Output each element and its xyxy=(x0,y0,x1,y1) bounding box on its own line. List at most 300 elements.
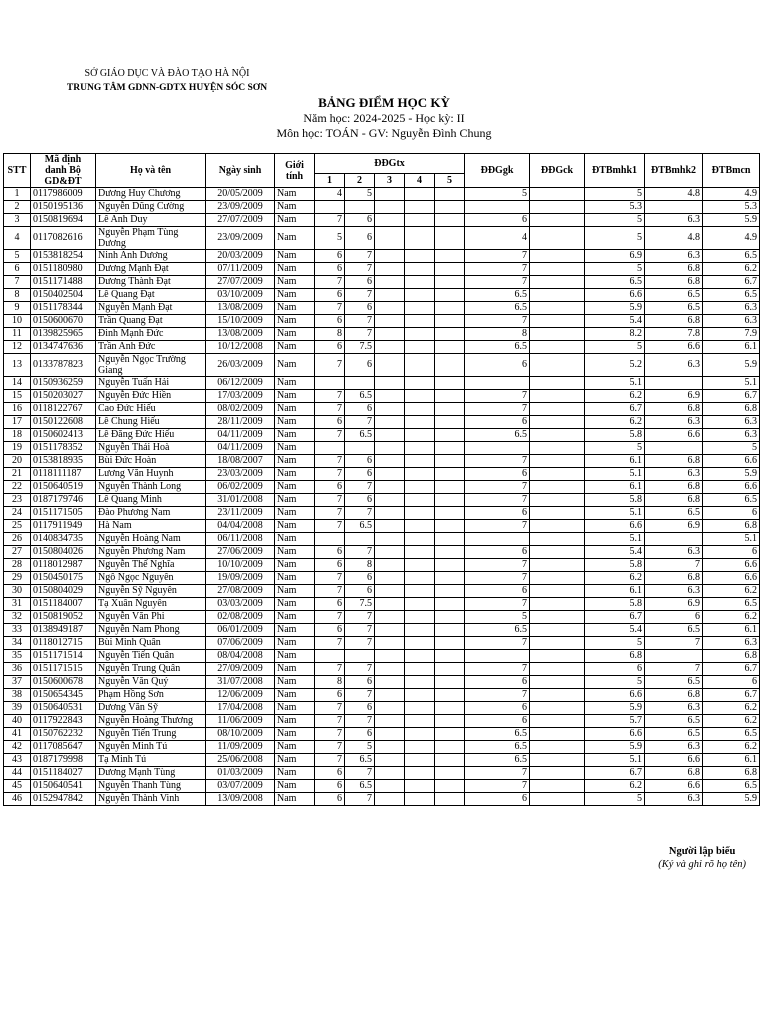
department-name: SỞ GIÁO DỤC VÀ ĐÀO TẠO HÀ NỘI xyxy=(84,68,250,79)
cell-full-name: Nguyễn Minh Tú xyxy=(96,741,206,754)
cell-ddgtx-5 xyxy=(435,416,465,429)
cell-ddgtx-4 xyxy=(405,455,435,468)
cell-ddgtx-1: 6 xyxy=(315,481,345,494)
cell-ddgtx-3 xyxy=(375,315,405,328)
cell-ddgtx-4 xyxy=(405,546,435,559)
cell-ddgtx-5 xyxy=(435,559,465,572)
cell-full-name: Lê Quang Đạt xyxy=(96,289,206,302)
cell-ddggk xyxy=(465,650,530,663)
cell-date-of-birth: 06/12/2009 xyxy=(206,377,275,390)
cell-full-name: Nguyễn Tuấn Hải xyxy=(96,377,206,390)
cell-ddgtx-2: 6 xyxy=(345,354,375,377)
cell-ddggk: 6 xyxy=(465,507,530,520)
cell-dtbmhk2: 6.8 xyxy=(645,263,703,276)
cell-ddgtx-2: 6.5 xyxy=(345,429,375,442)
cell-dtbmcn: 6.5 xyxy=(703,289,760,302)
table-row xyxy=(4,377,760,390)
table-row xyxy=(4,715,760,728)
cell-ddgtx-1 xyxy=(315,377,345,390)
cell-ddgtx-1: 6 xyxy=(315,341,345,354)
cell-ddgtx-4 xyxy=(405,780,435,793)
cell-stt: 18 xyxy=(4,429,31,442)
cell-ddgtx-2: 6 xyxy=(345,227,375,250)
cell-ddgtx-4 xyxy=(405,481,435,494)
cell-dtbmhk2: 6.3 xyxy=(645,546,703,559)
cell-full-name: Lê Chung Hiếu xyxy=(96,416,206,429)
cell-date-of-birth: 04/11/2009 xyxy=(206,442,275,455)
cell-dtbmcn: 6.6 xyxy=(703,455,760,468)
cell-ddgtx-2: 7 xyxy=(345,793,375,806)
cell-stt: 26 xyxy=(4,533,31,546)
cell-dtbmcn: 6 xyxy=(703,546,760,559)
cell-full-name: Lê Đăng Đức Hiếu xyxy=(96,429,206,442)
cell-ddgtx-5 xyxy=(435,263,465,276)
cell-date-of-birth: 06/02/2009 xyxy=(206,481,275,494)
cell-dtbmhk1: 5.8 xyxy=(585,494,645,507)
cell-stt: 35 xyxy=(4,650,31,663)
table-row xyxy=(4,481,760,494)
cell-stt: 5 xyxy=(4,250,31,263)
cell-gender: Nam xyxy=(275,780,315,793)
cell-ddgtx-2: 6 xyxy=(345,214,375,227)
table-row xyxy=(4,341,760,354)
cell-ddggk: 7 xyxy=(465,520,530,533)
cell-ddgtx-5 xyxy=(435,754,465,767)
cell-ddgck xyxy=(530,793,585,806)
cell-dtbmcn: 6.1 xyxy=(703,624,760,637)
cell-dtbmhk1: 5.1 xyxy=(585,533,645,546)
cell-ddgtx-2: 7 xyxy=(345,663,375,676)
cell-stt: 14 xyxy=(4,377,31,390)
cell-stt: 6 xyxy=(4,263,31,276)
grade-table-body xyxy=(4,188,760,806)
cell-ddgtx-5 xyxy=(435,728,465,741)
cell-date-of-birth: 12/06/2009 xyxy=(206,689,275,702)
table-row xyxy=(4,429,760,442)
cell-ddgtx-1: 6 xyxy=(315,780,345,793)
cell-dtbmhk1: 5 xyxy=(585,263,645,276)
cell-student-id: 0151180980 xyxy=(31,263,96,276)
cell-ddgtx-2: 7 xyxy=(345,624,375,637)
cell-ddgtx-5 xyxy=(435,250,465,263)
cell-ddgck xyxy=(530,315,585,328)
cell-dtbmcn: 6.7 xyxy=(703,276,760,289)
cell-ddgtx-3 xyxy=(375,214,405,227)
cell-ddgtx-5 xyxy=(435,214,465,227)
cell-dtbmcn: 6.1 xyxy=(703,341,760,354)
cell-dtbmhk2: 6.5 xyxy=(645,624,703,637)
cell-ddgtx-1: 6 xyxy=(315,315,345,328)
header-stt: STT xyxy=(4,154,31,188)
cell-gender: Nam xyxy=(275,263,315,276)
cell-ddgtx-2: 7 xyxy=(345,637,375,650)
header-ddgtx-3: 3 xyxy=(375,174,405,188)
cell-ddgtx-2 xyxy=(345,650,375,663)
cell-dtbmcn: 6.3 xyxy=(703,637,760,650)
cell-stt: 29 xyxy=(4,572,31,585)
cell-ddggk: 7 xyxy=(465,315,530,328)
cell-ddgtx-1: 8 xyxy=(315,676,345,689)
cell-dtbmhk2: 6.9 xyxy=(645,598,703,611)
cell-stt: 3 xyxy=(4,214,31,227)
table-row xyxy=(4,637,760,650)
cell-dtbmhk2: 6.9 xyxy=(645,520,703,533)
cell-ddgtx-5 xyxy=(435,702,465,715)
table-row xyxy=(4,676,760,689)
cell-ddgtx-4 xyxy=(405,289,435,302)
cell-ddgtx-3 xyxy=(375,780,405,793)
cell-ddgtx-2: 7 xyxy=(345,481,375,494)
cell-ddgtx-2: 7.5 xyxy=(345,341,375,354)
cell-dtbmhk1: 5 xyxy=(585,341,645,354)
signature-block xyxy=(658,845,746,871)
cell-gender: Nam xyxy=(275,663,315,676)
cell-date-of-birth: 23/09/2009 xyxy=(206,201,275,214)
cell-dtbmcn: 6 xyxy=(703,676,760,689)
cell-date-of-birth: 31/07/2008 xyxy=(206,676,275,689)
cell-dtbmhk2: 6.3 xyxy=(645,416,703,429)
cell-dtbmcn: 4.9 xyxy=(703,188,760,201)
cell-dtbmhk1: 5.9 xyxy=(585,741,645,754)
cell-stt: 20 xyxy=(4,455,31,468)
cell-ddgck xyxy=(530,442,585,455)
cell-gender: Nam xyxy=(275,201,315,214)
cell-dtbmcn: 6.8 xyxy=(703,767,760,780)
cell-ddgtx-2: 6 xyxy=(345,728,375,741)
cell-gender: Nam xyxy=(275,767,315,780)
cell-dtbmhk1: 5.7 xyxy=(585,715,645,728)
cell-ddgtx-4 xyxy=(405,377,435,390)
cell-gender: Nam xyxy=(275,689,315,702)
cell-stt: 22 xyxy=(4,481,31,494)
cell-dtbmhk1: 5.1 xyxy=(585,377,645,390)
cell-dtbmcn: 6.6 xyxy=(703,572,760,585)
cell-student-id: 0187179746 xyxy=(31,494,96,507)
cell-dtbmhk1: 6.5 xyxy=(585,276,645,289)
document-titles xyxy=(0,95,768,141)
header-ddgtx-4: 4 xyxy=(405,174,435,188)
cell-ddgtx-3 xyxy=(375,624,405,637)
cell-student-id: 0133787823 xyxy=(31,354,96,377)
cell-ddgtx-2: 8 xyxy=(345,559,375,572)
cell-ddgtx-2: 7 xyxy=(345,416,375,429)
table-row xyxy=(4,702,760,715)
cell-ddggk: 4 xyxy=(465,227,530,250)
cell-ddgck xyxy=(530,227,585,250)
cell-student-id: 0150402504 xyxy=(31,289,96,302)
cell-ddgtx-2: 7 xyxy=(345,689,375,702)
cell-ddgtx-1: 7 xyxy=(315,302,345,315)
header-dtbmhk2: ĐTBmhk2 xyxy=(645,154,703,188)
table-row xyxy=(4,468,760,481)
cell-ddgtx-5 xyxy=(435,341,465,354)
cell-dtbmcn: 5.3 xyxy=(703,201,760,214)
cell-date-of-birth: 08/10/2009 xyxy=(206,728,275,741)
cell-ddgtx-1: 7 xyxy=(315,585,345,598)
cell-full-name: Nguyễn Phạm Tùng Dương xyxy=(96,227,206,250)
cell-student-id: 0151184027 xyxy=(31,767,96,780)
cell-ddgtx-3 xyxy=(375,250,405,263)
cell-stt: 24 xyxy=(4,507,31,520)
cell-ddgck xyxy=(530,689,585,702)
cell-ddgck xyxy=(530,250,585,263)
cell-ddgck xyxy=(530,403,585,416)
cell-ddgck xyxy=(530,650,585,663)
cell-dtbmhk1: 5 xyxy=(585,793,645,806)
cell-stt: 1 xyxy=(4,188,31,201)
cell-stt: 46 xyxy=(4,793,31,806)
cell-ddgtx-1: 6 xyxy=(315,263,345,276)
cell-ddgtx-3 xyxy=(375,494,405,507)
cell-dtbmcn: 5.9 xyxy=(703,468,760,481)
cell-date-of-birth: 31/01/2008 xyxy=(206,494,275,507)
cell-dtbmcn: 6.2 xyxy=(703,263,760,276)
cell-ddgtx-4 xyxy=(405,390,435,403)
cell-stt: 41 xyxy=(4,728,31,741)
cell-ddggk: 7 xyxy=(465,689,530,702)
cell-ddgck xyxy=(530,637,585,650)
cell-stt: 11 xyxy=(4,328,31,341)
cell-dtbmhk1: 5.4 xyxy=(585,315,645,328)
cell-student-id: 0150819052 xyxy=(31,611,96,624)
cell-dtbmhk2: 6.6 xyxy=(645,429,703,442)
cell-full-name: Dương Mạnh Tùng xyxy=(96,767,206,780)
cell-date-of-birth: 23/09/2009 xyxy=(206,227,275,250)
cell-student-id: 0153818935 xyxy=(31,455,96,468)
cell-ddgck xyxy=(530,728,585,741)
cell-ddgck xyxy=(530,611,585,624)
cell-student-id: 0134747636 xyxy=(31,341,96,354)
cell-stt: 7 xyxy=(4,276,31,289)
cell-dtbmhk1: 8.2 xyxy=(585,328,645,341)
cell-student-id: 0118122767 xyxy=(31,403,96,416)
cell-full-name: Nguyễn Tiến Trung xyxy=(96,728,206,741)
cell-ddgtx-5 xyxy=(435,442,465,455)
cell-student-id: 0118012987 xyxy=(31,559,96,572)
cell-date-of-birth: 04/04/2008 xyxy=(206,520,275,533)
cell-ddgtx-1: 6 xyxy=(315,624,345,637)
cell-dtbmhk2: 6.8 xyxy=(645,315,703,328)
cell-dtbmhk1: 5 xyxy=(585,637,645,650)
subject-line: Môn học: TOÁN - GV: Nguyễn Đình Chung xyxy=(276,126,492,140)
cell-student-id: 0150936259 xyxy=(31,377,96,390)
cell-ddgtx-2: 7 xyxy=(345,507,375,520)
cell-dtbmhk2: 6.8 xyxy=(645,403,703,416)
cell-dtbmhk2: 6.8 xyxy=(645,455,703,468)
cell-stt: 38 xyxy=(4,689,31,702)
cell-ddgtx-4 xyxy=(405,533,435,546)
cell-student-id: 0150450175 xyxy=(31,572,96,585)
cell-ddgtx-2: 7 xyxy=(345,250,375,263)
cell-dtbmcn: 6.2 xyxy=(703,585,760,598)
cell-ddgtx-4 xyxy=(405,315,435,328)
cell-ddgtx-1: 6 xyxy=(315,559,345,572)
cell-dtbmhk2: 4.8 xyxy=(645,188,703,201)
cell-ddgtx-3 xyxy=(375,728,405,741)
cell-ddgck xyxy=(530,624,585,637)
cell-dtbmhk2: 7 xyxy=(645,559,703,572)
cell-stt: 44 xyxy=(4,767,31,780)
cell-gender: Nam xyxy=(275,250,315,263)
cell-stt: 2 xyxy=(4,201,31,214)
cell-dtbmcn: 6.2 xyxy=(703,741,760,754)
cell-dtbmhk2 xyxy=(645,201,703,214)
cell-full-name: Đinh Mạnh Đức xyxy=(96,328,206,341)
cell-ddgtx-4 xyxy=(405,663,435,676)
cell-ddggk: 7 xyxy=(465,403,530,416)
cell-ddgtx-2: 6 xyxy=(345,572,375,585)
cell-gender: Nam xyxy=(275,598,315,611)
cell-ddgtx-5 xyxy=(435,481,465,494)
cell-ddgtx-4 xyxy=(405,520,435,533)
cell-gender: Nam xyxy=(275,741,315,754)
cell-ddgtx-4 xyxy=(405,741,435,754)
cell-date-of-birth: 18/08/2007 xyxy=(206,455,275,468)
table-row xyxy=(4,611,760,624)
cell-ddgtx-1 xyxy=(315,442,345,455)
cell-dtbmhk2: 6.3 xyxy=(645,585,703,598)
cell-ddgtx-5 xyxy=(435,611,465,624)
table-row xyxy=(4,559,760,572)
cell-ddggk: 7 xyxy=(465,494,530,507)
cell-ddgtx-4 xyxy=(405,702,435,715)
cell-ddgtx-2: 6 xyxy=(345,676,375,689)
cell-ddgtx-5 xyxy=(435,520,465,533)
cell-dtbmhk2 xyxy=(645,377,703,390)
table-row xyxy=(4,188,760,201)
cell-ddggk: 8 xyxy=(465,328,530,341)
cell-ddgtx-3 xyxy=(375,403,405,416)
cell-student-id: 0151171488 xyxy=(31,276,96,289)
cell-student-id: 0150640519 xyxy=(31,481,96,494)
header-dtbmhk1: ĐTBmhk1 xyxy=(585,154,645,188)
cell-date-of-birth: 20/05/2009 xyxy=(206,188,275,201)
cell-ddgck xyxy=(530,276,585,289)
cell-ddgtx-3 xyxy=(375,572,405,585)
cell-dtbmhk1: 5.9 xyxy=(585,302,645,315)
cell-ddgtx-3 xyxy=(375,328,405,341)
cell-full-name: Nguyễn Thành Vinh xyxy=(96,793,206,806)
cell-ddgtx-5 xyxy=(435,741,465,754)
cell-full-name: Nguyễn Hoàng Thương xyxy=(96,715,206,728)
table-row xyxy=(4,250,760,263)
cell-ddgtx-2: 6 xyxy=(345,403,375,416)
cell-ddggk xyxy=(465,533,530,546)
cell-full-name: Nguyễn Trung Quân xyxy=(96,663,206,676)
cell-date-of-birth: 06/01/2009 xyxy=(206,624,275,637)
header-ddggk: ĐĐGgk xyxy=(465,154,530,188)
cell-dtbmcn: 6.8 xyxy=(703,520,760,533)
cell-gender: Nam xyxy=(275,328,315,341)
cell-ddgtx-5 xyxy=(435,767,465,780)
cell-ddgck xyxy=(530,663,585,676)
cell-dtbmhk1: 6.7 xyxy=(585,767,645,780)
table-row xyxy=(4,416,760,429)
signer-note: (Ký và ghi rõ họ tên) xyxy=(658,859,746,870)
cell-ddgtx-5 xyxy=(435,328,465,341)
cell-ddggk: 6.5 xyxy=(465,728,530,741)
cell-date-of-birth: 03/10/2009 xyxy=(206,289,275,302)
cell-ddgtx-3 xyxy=(375,611,405,624)
cell-ddgtx-3 xyxy=(375,201,405,214)
cell-ddgtx-4 xyxy=(405,442,435,455)
cell-student-id: 0153818254 xyxy=(31,250,96,263)
cell-dtbmcn: 6.5 xyxy=(703,494,760,507)
cell-stt: 12 xyxy=(4,341,31,354)
cell-ddggk xyxy=(465,442,530,455)
cell-ddgtx-5 xyxy=(435,533,465,546)
cell-date-of-birth: 07/06/2009 xyxy=(206,637,275,650)
cell-ddgck xyxy=(530,341,585,354)
cell-dtbmhk2: 6.3 xyxy=(645,214,703,227)
cell-full-name: Phạm Hồng Sơn xyxy=(96,689,206,702)
cell-ddggk: 6 xyxy=(465,468,530,481)
cell-ddgtx-5 xyxy=(435,289,465,302)
cell-ddgtx-4 xyxy=(405,598,435,611)
header-full-name: Họ và tên xyxy=(96,154,206,188)
cell-ddgtx-2: 6 xyxy=(345,455,375,468)
cell-dtbmhk2: 7 xyxy=(645,637,703,650)
table-row xyxy=(4,227,760,250)
cell-ddgtx-4 xyxy=(405,416,435,429)
cell-ddgtx-4 xyxy=(405,341,435,354)
cell-student-id: 0117085647 xyxy=(31,741,96,754)
cell-ddgtx-1: 6 xyxy=(315,767,345,780)
cell-dtbmhk1: 5 xyxy=(585,442,645,455)
cell-ddgtx-4 xyxy=(405,354,435,377)
cell-ddgtx-1: 7 xyxy=(315,715,345,728)
cell-dtbmhk1: 5.8 xyxy=(585,559,645,572)
cell-ddggk: 7 xyxy=(465,780,530,793)
cell-dtbmhk1: 6.6 xyxy=(585,289,645,302)
cell-dtbmcn: 6.5 xyxy=(703,250,760,263)
cell-stt: 34 xyxy=(4,637,31,650)
cell-ddgtx-3 xyxy=(375,188,405,201)
cell-dtbmcn: 6.5 xyxy=(703,728,760,741)
cell-ddgtx-5 xyxy=(435,637,465,650)
cell-date-of-birth: 28/11/2009 xyxy=(206,416,275,429)
cell-ddgck xyxy=(530,533,585,546)
cell-ddggk: 7 xyxy=(465,481,530,494)
cell-ddgtx-1: 6 xyxy=(315,546,345,559)
signer-title: Người lập biểu xyxy=(668,846,736,857)
cell-dtbmcn: 6.5 xyxy=(703,598,760,611)
cell-dtbmcn: 4.9 xyxy=(703,227,760,250)
cell-dtbmhk1: 6.1 xyxy=(585,455,645,468)
cell-ddgtx-4 xyxy=(405,328,435,341)
cell-ddgtx-1: 7 xyxy=(315,354,345,377)
cell-ddgtx-3 xyxy=(375,715,405,728)
cell-student-id: 0151178352 xyxy=(31,442,96,455)
cell-student-id: 0151171514 xyxy=(31,650,96,663)
cell-gender: Nam xyxy=(275,315,315,328)
cell-ddgtx-3 xyxy=(375,741,405,754)
cell-ddgtx-4 xyxy=(405,188,435,201)
document-title: BẢNG ĐIỂM HỌC KỲ xyxy=(318,95,450,110)
cell-dtbmhk1: 6.2 xyxy=(585,780,645,793)
cell-student-id: 0151171515 xyxy=(31,663,96,676)
cell-ddgtx-4 xyxy=(405,403,435,416)
cell-ddgtx-2 xyxy=(345,377,375,390)
table-row xyxy=(4,315,760,328)
cell-date-of-birth: 15/10/2009 xyxy=(206,315,275,328)
cell-ddggk: 6.5 xyxy=(465,289,530,302)
cell-gender: Nam xyxy=(275,494,315,507)
cell-ddgtx-5 xyxy=(435,585,465,598)
cell-full-name: Ninh Anh Dương xyxy=(96,250,206,263)
cell-dtbmhk2: 6.5 xyxy=(645,728,703,741)
cell-ddgtx-1: 7 xyxy=(315,507,345,520)
